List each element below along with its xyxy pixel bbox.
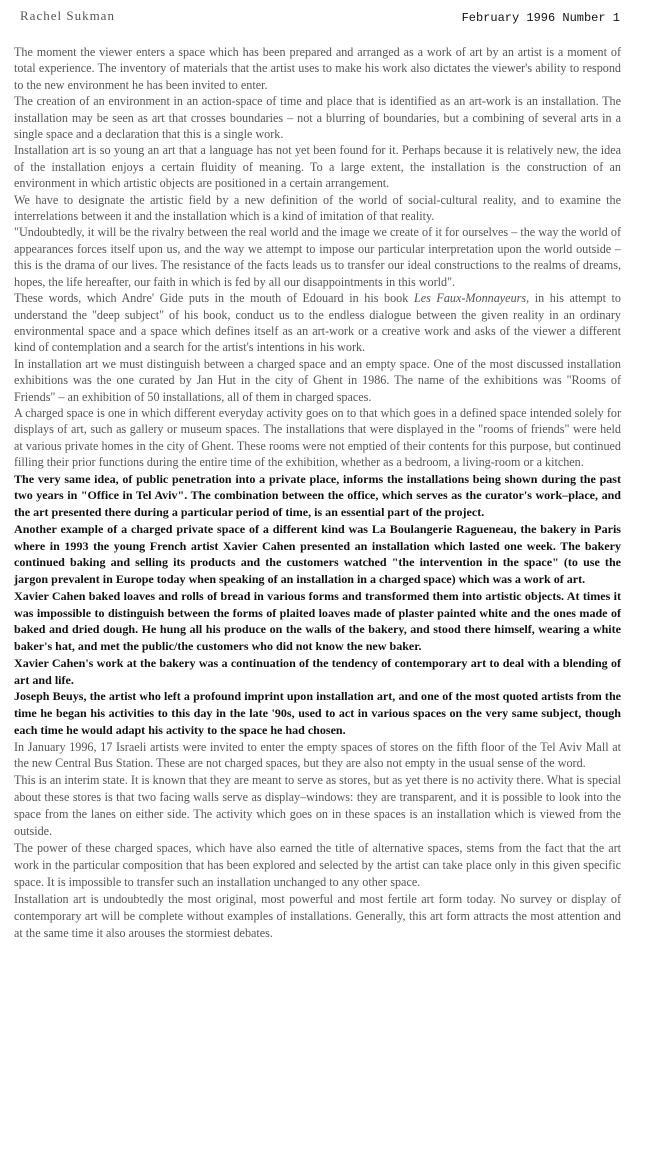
paragraph: The creation of an environment in an action-space of time and place that is identified as an art-work is an installation. The installation may be seen as art that crosses boundaries – not a blurring of boundaries, but a combining of several arts in a single space and a declaration that this is a single work.	[14, 94, 621, 142]
paragraph: A charged space is one in which different everyday activity goes on to that which goes in a defined space intended solely for displays of art, such as gallery or museum spaces. The installations that were displayed in the "rooms of friends" were held at various private homes in the city of Ghent. These rooms were not emptied of their contents for this purpose, but continued filling their prior functions during the entire time of the exhibition, whether as a bedroom, a living-room or a kitchen.	[14, 405, 621, 470]
author-name: Rachel Sukman	[20, 8, 115, 23]
issue-date: February 1996 Number 1	[461, 11, 620, 25]
paragraph: Xavier Cahen's work at the bakery was a continuation of the tendency of contemporary art to deal with a blending of art and life.	[14, 655, 621, 687]
quote-paragraph: "Undoubtedly, it will be the rivalry between the real world and the image we create of it for ourselves – the way the world of appearances forces itself upon us, and the way we attempt to impose our particular interpretation upon the world outside – this is the drama of our lives. The resistance of the facts leads us to transfer our ideal constructions to the realms of dreams, hopes, the life hereafter, our faith in which is fed by all our disappointments in this world".	[14, 225, 621, 289]
paragraph: In January 1996, 17 Israeli artists were invited to enter the empty spaces of stores on the fifth floor of the Tel Aviv Mall at the new Central Bus Station. These are not charged spaces, but they are also not empty in the usual sense of the word.	[14, 739, 621, 771]
paragraph: Another example of a charged private space of a different kind was La Boulangerie Ragueneau, the bakery in Paris where in 1993 the young French artist Xavier Cahen presented an installation which lasted one week. The bakery continued baking and selling its products and the customers watched "the intervention in the space" (to use the jargon prevalent in Europe today when speaking of an installation in a charged space) which was a work of art.	[14, 521, 621, 587]
bold-section	[14, 471, 621, 739]
paragraph: Installation art is so young an art that a language has not yet been found for it. Perhaps because it is relatively new, the idea of the installation enjoys a certain fluidity of meaning. To a large extent, the installation is the construction of an environment in which artistic objects are positioned in a certain arrangement.	[14, 143, 621, 191]
paragraph: Installation art is undoubtedly the most original, most powerful and most fertile art form today. No survey or display of contemporary art will be complete without examples of installations. Generally, this art form attracts the most attention and at the same time it also arouses the stormiest debates.	[14, 891, 621, 940]
paragraph: This is an interim state. It is known that they are meant to serve as stores, but as yet there is no activity there. What is special about these stores is that two facing walls serve as display–windows: they are transparent, and it is possible to look into the space from the lanes on either side. The activity which goes on in these spaces is an installation which is viewed from the outside.	[14, 773, 621, 839]
paragraph: Joseph Beuys, the artist who left a profound imprint upon installation art, and one of the most quoted artists from the time he began his activities to this day in the late '90s, used to act in various spaces on the very same subject, though each time he would adapt his activity to the space he had chosen.	[14, 689, 621, 737]
paragraph	[14, 290, 621, 356]
paragraph: In installation art we must distinguish between a charged space and an empty space. One of the most discussed installation exhibitions was the one curated by Jan Hut in the city of Ghent in 1986. The name of the exhibitions was "Rooms of Friends" – an exhibition of 50 installations, all of them in charged spaces.	[14, 356, 621, 404]
paragraph: Xavier Cahen baked loaves and rolls of bread in various forms and transformed them into artistic objects. At times it was impossible to distinguish between the forms of plaited loaves made of plaster painted white and the ones made of baked and dried dough. He hung all his produce on the walls of the bakery, and stood there himself, wearing a white baker's hat, and met the public/the customers who did not know the new baker.	[14, 588, 621, 654]
paragraph: The moment the viewer enters a space which has been prepared and arranged as a work of art by an artist is a moment of total experience. The inventory of materials that the artist uses to make his work also dictates the viewer's ability to respond to the new environment he has been invited to enter.	[14, 45, 621, 92]
paragraph: We have to designate the artistic field by a new definition of the world of social-cultural reality, and to examine the interrelations between it and the installation which is a kind of imitation of that reality.	[14, 192, 621, 224]
book-title: Les Faux-Monnayeurs	[413, 291, 527, 306]
closing-section	[14, 739, 621, 942]
paragraph: The power of these charged spaces, which have also earned the title of alternative spaces, stems from the fact that the art work in the particular composition that has been explored and selected by the artist can take place only in this given specific space. It is impossible to transfer such an installation unchanged to any other space.	[14, 841, 621, 889]
paragraph: The very same idea, of public penetration into a private place, informs the installations being shown during the past two years in "Office in Tel Aviv". The combination between the office, which serves as the curator's work–place, and the art presented there during a particular period of time, is an essential part of the project.	[14, 471, 621, 520]
paragraph-text: , in his attempt to understand the "deep subject" of his book, conduct us to the endless dialogue between the given reality in an ordinary environmental space and a space which defines itself as an art-work or a creative work and asks of the viewer a different kind of contemplation and a search for the artist's intentions in his work.	[14, 291, 622, 355]
article-body	[14, 44, 621, 941]
paragraph-text: These words, which Andre' Gide puts in the mouth of Edouard in his book	[14, 291, 414, 306]
